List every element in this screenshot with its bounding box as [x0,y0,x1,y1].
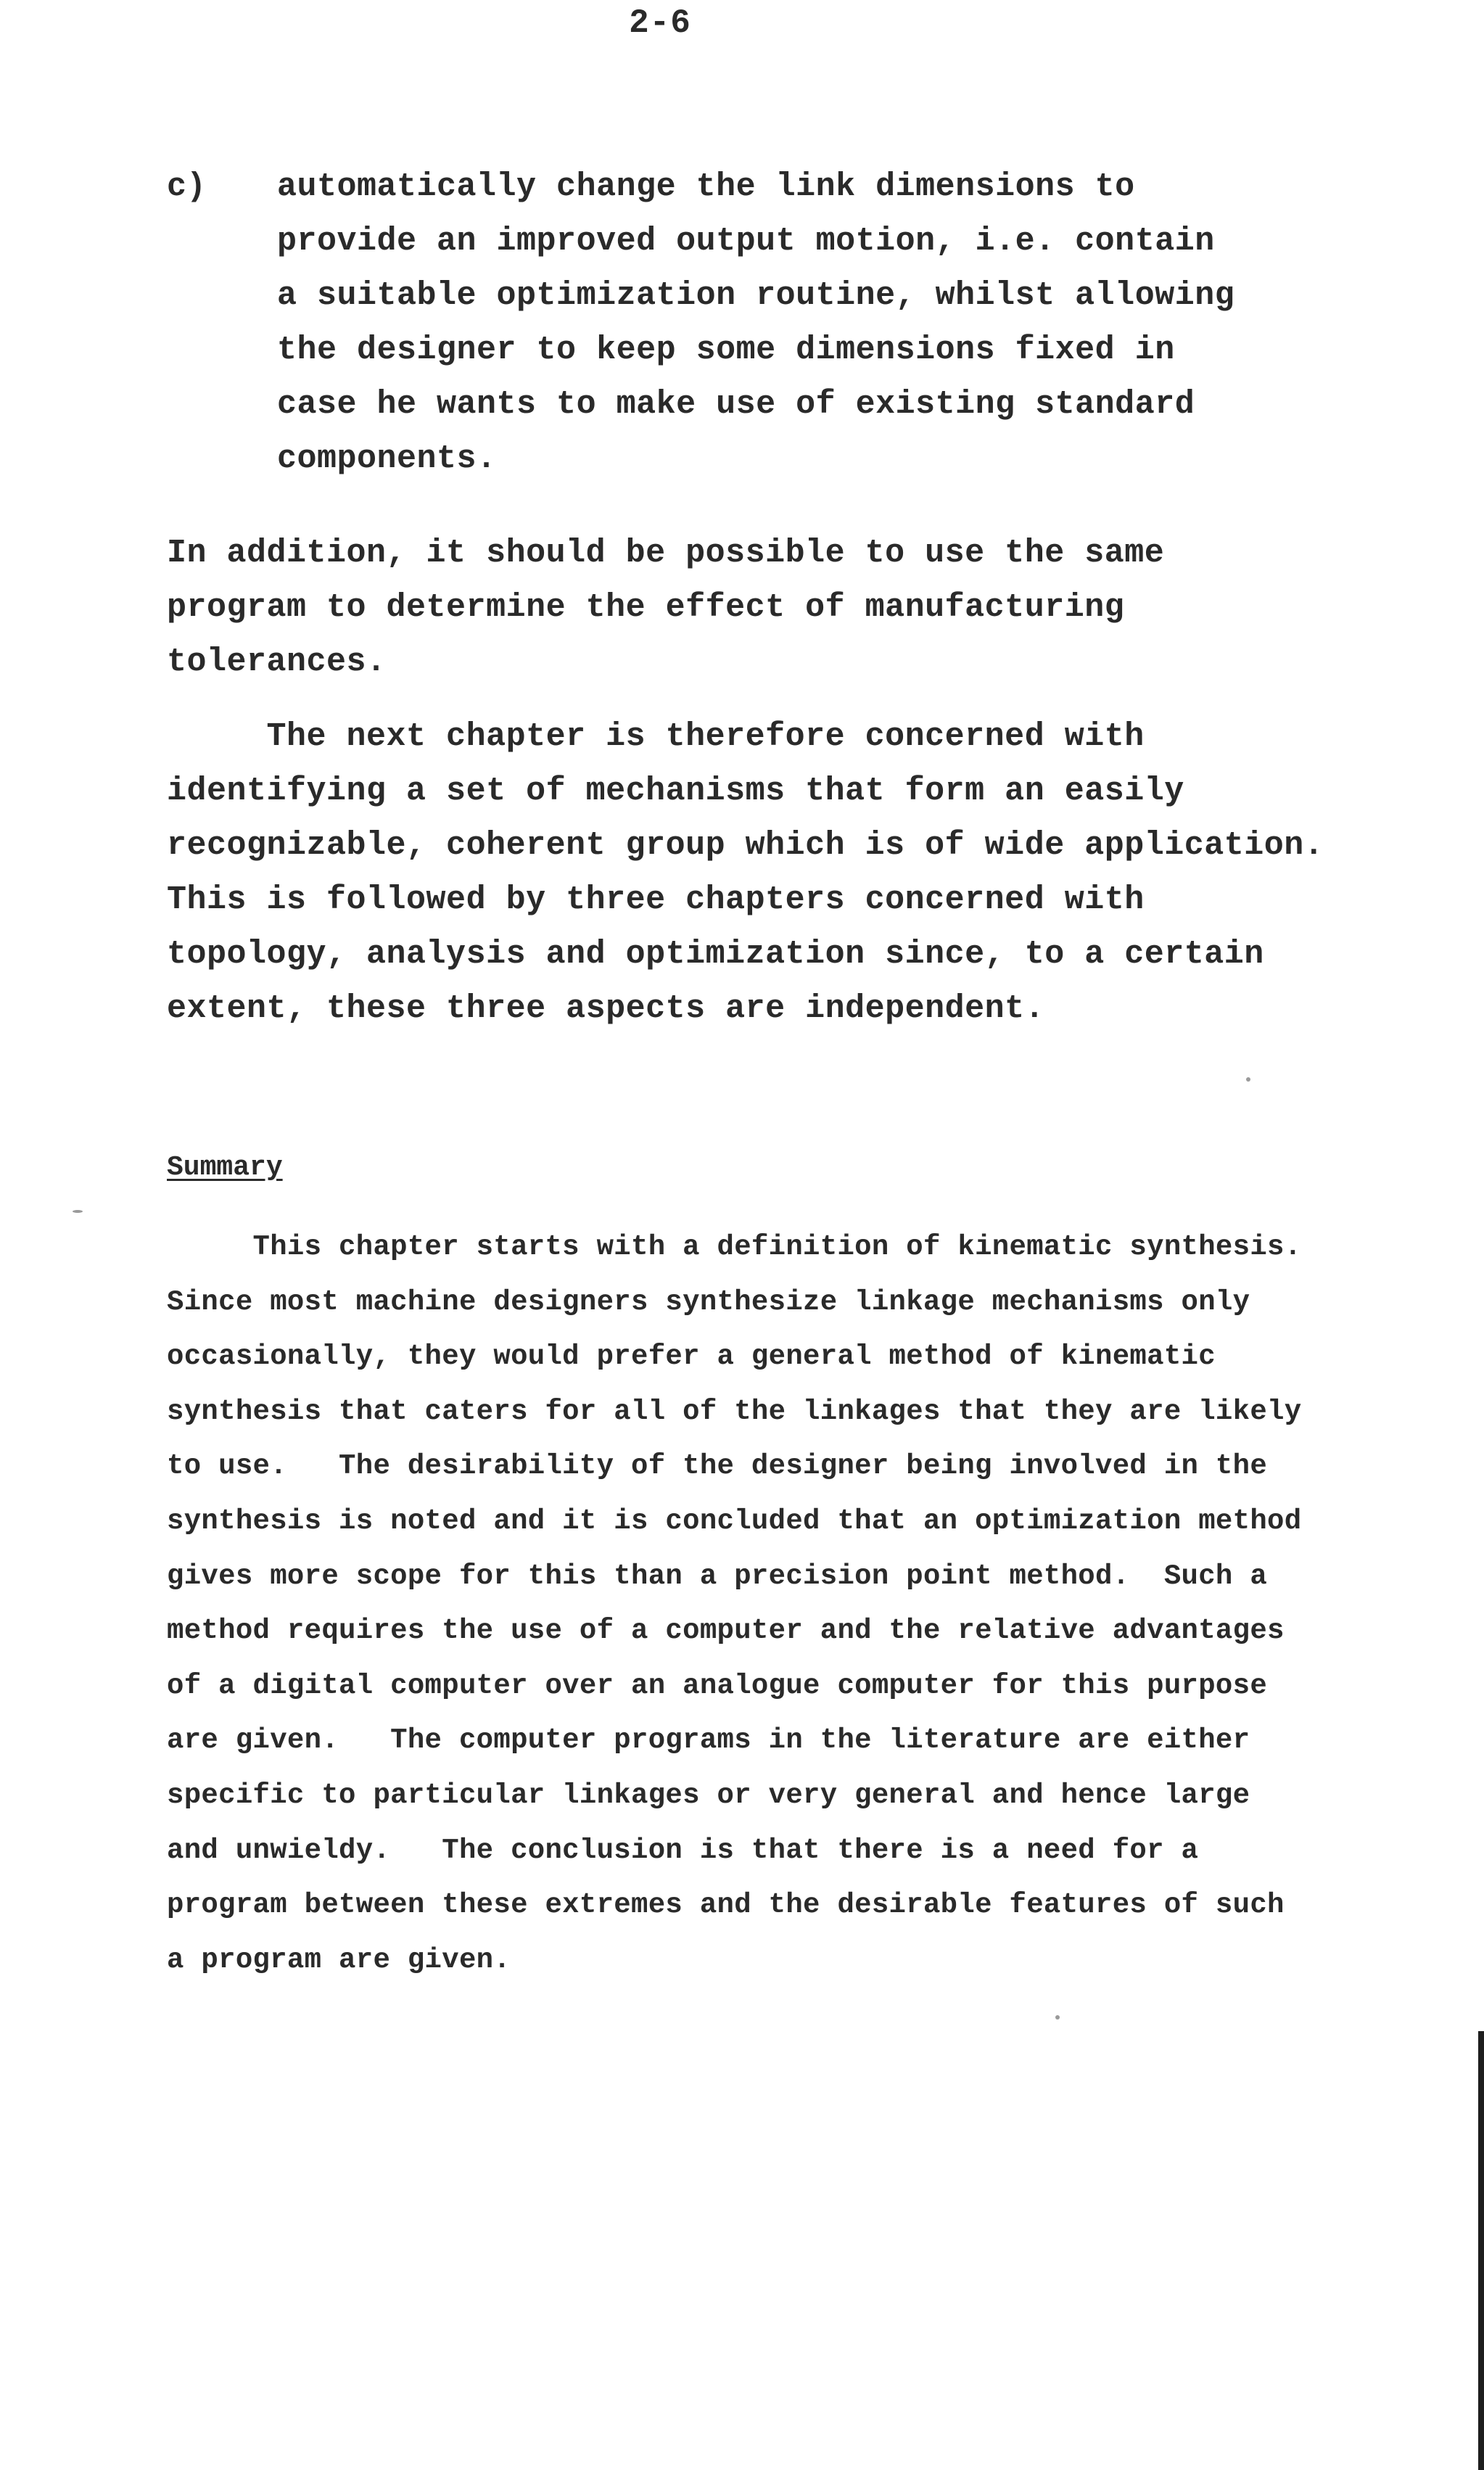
text-line: recognizable, coherent group which is of wide application. [167,827,1324,864]
text-line: to use. The desirability of the designer being involved in the [167,1450,1268,1483]
text-line: provide an improved output motion, i.e. contain [277,223,1215,260]
scan-speck [73,1210,83,1213]
scan-edge-shadow [1478,2031,1484,2470]
text-line: are given. The computer programs in the literature are either [167,1724,1250,1757]
summary-heading: Summary [167,1152,283,1183]
text-line: a suitable optimization routine, whilst allowing [277,277,1235,314]
scan-speck [1055,2015,1060,2020]
text-line: program to determine the effect of manufacturing [167,589,1125,626]
text-line: identifying a set of mechanisms that form an easily [167,773,1184,810]
text-line: specific to particular linkages or very general and hence large [167,1779,1250,1811]
text-line: synthesis is noted and it is concluded that an optimization method [167,1504,1302,1537]
text-line: extent, these three aspects are independent. [167,990,1045,1027]
text-line: In addition, it should be possible to use the same [167,535,1165,572]
text-line: the designer to keep some dimensions fixed in [277,332,1175,369]
page-number: 2-6 [629,4,691,42]
text-line: and unwieldy. The conclusion is that there is a need for a [167,1834,1199,1866]
text-line: tolerances. [167,643,387,680]
text-line: Since most machine designers synthesize linkage mechanisms only [167,1285,1250,1318]
text-line: topology, analysis and optimization since, to a certain [167,936,1264,973]
text-line: automatically change the link dimensions to [277,168,1135,205]
list-item-label: c) [167,168,207,205]
text-line: The next chapter is therefore concerned with [167,718,1145,755]
text-line: occasionally, they would prefer a general method of kinematic [167,1341,1216,1373]
text-line: This chapter starts with a definition of kinematic synthesis. [167,1231,1302,1263]
list-item-text [277,160,1234,486]
text-line: gives more scope for this than a precision point method. Such a [167,1560,1268,1592]
text-line: This is followed by three chapters concerned with [167,881,1145,918]
paragraph-next-chapter [167,709,1443,1036]
scan-speck [1246,1077,1250,1082]
text-line: case he wants to make use of existing standard [277,386,1195,423]
paragraph-tolerances [167,526,1443,689]
text-line: synthesis that caters for all of the linkages that they are likely [167,1395,1302,1428]
text-line: of a digital computer over an analogue computer for this purpose [167,1669,1268,1702]
text-line: components. [277,440,497,477]
summary-paragraph [167,1220,1443,1988]
text-line: method requires the use of a computer and the relative advantages [167,1615,1285,1647]
text-line: program between these extremes and the desirable features of such [167,1889,1285,1922]
text-line: a program are given. [167,1943,511,1976]
